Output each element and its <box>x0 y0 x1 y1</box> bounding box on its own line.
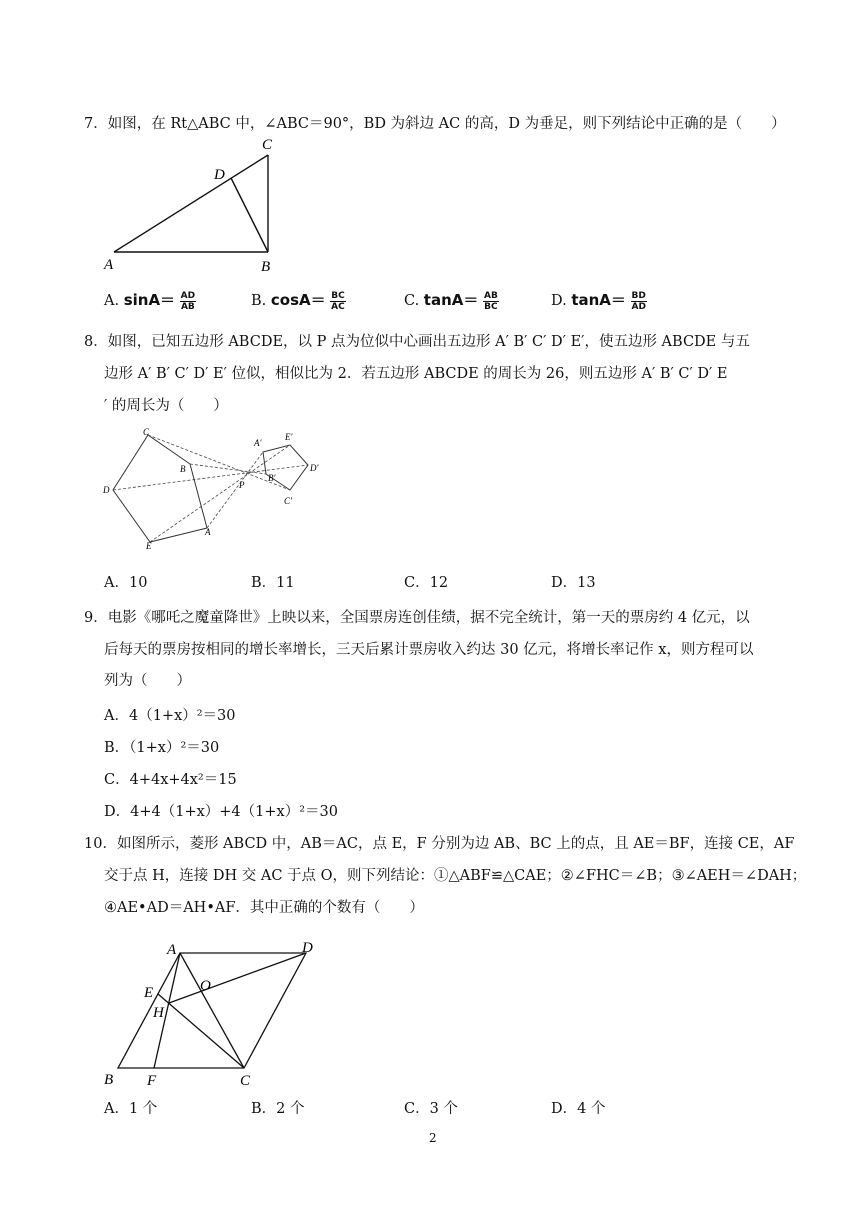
q9-stem-line3: 列为（ ） <box>104 673 191 689</box>
q7-label-b: B <box>261 259 271 275</box>
q7-option-c-num: AB <box>484 290 498 301</box>
q10-label-a: A <box>167 942 177 958</box>
q8-label-d: D <box>103 485 110 495</box>
q10-option-a[interactable]: A．1 个 <box>104 1101 158 1117</box>
q7-option-d-den: AD <box>631 301 646 312</box>
q7-label-c: C <box>262 137 273 153</box>
q7-option-d-frac <box>631 291 647 312</box>
q10-option-c[interactable]: C．3 个 <box>404 1101 458 1117</box>
q8-option-d[interactable]: D．13 <box>551 575 596 591</box>
q10-label-d: D <box>302 940 313 956</box>
q7-option-b-fn: cosA＝ <box>270 291 326 309</box>
q10-stem-line1: 10．如图所示，菱形 ABCD 中，AB＝AC，点 E，F 分别为边 AB、BC 上的点，且 AE＝BF，连接 CE，AF <box>84 836 795 852</box>
q10-stem-line3: ④AE•AD＝AH•AF．其中正确的个数有（ ） <box>104 900 424 916</box>
q8-stem-line2: 边形 A′ B′ C′ D′ E′ 位似，相似比为 2．若五边形 ABCDE 的周长为 26，则五边形 A′ B′ C′ D′ E <box>104 366 728 382</box>
q7-label-a: A <box>104 257 114 273</box>
q7-option-d[interactable] <box>551 289 647 312</box>
q7-option-b-letter: B. <box>251 293 267 309</box>
q9-option-d[interactable]: D．4+4（1+x）+4（1+x）²＝30 <box>104 804 338 820</box>
q8-pentagon-prime <box>263 445 308 490</box>
q10-label-b: B <box>104 1072 114 1088</box>
q7-option-c-fn: tanA＝ <box>423 291 479 309</box>
q9-stem-line1: 9．电影《哪吒之魔童降世》上映以来，全国票房连创佳绩，据不完全统计，第一天的票房约 4 亿元，以 <box>84 610 750 626</box>
q10-option-d[interactable]: D．4 个 <box>551 1101 606 1117</box>
q7-option-a-fn: sinA＝ <box>123 291 176 309</box>
q8-label-a: A <box>205 527 211 537</box>
q7-option-a-letter: A. <box>104 293 120 309</box>
q9-option-b[interactable]: B．（1+x）²＝30 <box>104 740 220 756</box>
q7-option-d-letter: D. <box>551 293 567 309</box>
q10-segment-dh <box>169 953 306 1003</box>
q10-rhombus-figure <box>96 936 336 1092</box>
q8-stem-line3: ′ 的周长为（ ） <box>104 398 228 414</box>
q7-option-c-letter: C. <box>404 293 420 309</box>
q7-option-b-den: AC <box>331 301 345 312</box>
q7-triangle-figure <box>96 136 286 276</box>
q10-label-e: E <box>144 985 154 1001</box>
q7-option-d-num: BD <box>631 290 646 301</box>
q10-segment-ce <box>158 994 244 1068</box>
q7-option-b-frac <box>330 291 345 312</box>
q10-diagonal-ac <box>180 953 244 1068</box>
q10-label-o: O <box>200 978 211 994</box>
q7-option-b[interactable] <box>251 289 346 312</box>
q7-option-c-den: BC <box>484 301 498 312</box>
q9-option-a[interactable]: A．4（1+x）²＝30 <box>104 708 236 724</box>
q8-label-d-prime: D′ <box>310 463 319 473</box>
q10-label-f: F <box>147 1073 157 1089</box>
q7-option-c-frac <box>483 291 499 312</box>
q8-label-b: B <box>180 464 186 474</box>
q8-stem-line1: 8．如图，已知五边形 ABCDE，以 P 点为位似中心画出五边形 A′ B′ C′ D′ E′，使五边形 ABCDE 与五 <box>84 334 750 350</box>
q7-stem: 7．如图，在 Rt△ABC 中，∠ABC＝90°，BD 为斜边 AC 的高，D 为垂足，则下列结论中正确的是（ ） <box>84 116 786 132</box>
q7-label-d: D <box>214 167 225 183</box>
q8-dashed-rays <box>113 435 308 542</box>
q8-label-e-prime: E′ <box>285 432 293 442</box>
q8-pentagon-abcde <box>113 435 207 542</box>
q8-label-b-prime: B′ <box>268 473 276 483</box>
q7-option-a-frac <box>180 291 196 312</box>
q7-option-b-num: BC <box>331 290 345 301</box>
q10-stem-line2: 交于点 H，连接 DH 交 AC 于点 O，则下列结论：①△ABF≌△CAE；②∠FHC＝∠B；③∠AEH＝∠DAH； <box>104 868 807 884</box>
q7-option-c[interactable] <box>404 289 499 312</box>
page-number: 2 <box>429 1131 437 1145</box>
q8-option-c[interactable]: C．12 <box>404 575 449 591</box>
q7-option-a-num: AD <box>180 290 196 301</box>
q8-label-p: P <box>239 480 245 490</box>
q8-label-c: C <box>143 427 150 437</box>
q7-altitude-bd <box>231 178 268 252</box>
q9-option-c[interactable]: C．4+4x+4x²＝15 <box>104 772 237 788</box>
q10-label-c: C <box>240 1073 251 1089</box>
q7-option-a[interactable] <box>104 289 196 312</box>
q8-label-e: E <box>146 541 152 551</box>
q10-option-b[interactable]: B．2 个 <box>251 1101 305 1117</box>
q7-option-a-den: AB <box>180 301 195 312</box>
q8-label-a-prime: A′ <box>254 438 262 448</box>
q8-option-a[interactable]: A．10 <box>104 575 148 591</box>
q9-stem-line2: 后每天的票房按相同的增长率增长，三天后累计票房收入约达 30 亿元，将增长率记作 x，则方程可以 <box>104 642 754 658</box>
q7-option-d-fn: tanA＝ <box>571 291 626 309</box>
q8-pentagon-figure <box>96 424 336 554</box>
q10-label-h: H <box>153 1005 164 1021</box>
q7-side-ac <box>114 155 268 252</box>
q8-label-c-prime: C′ <box>284 496 292 506</box>
q8-option-b[interactable]: B．11 <box>251 575 295 591</box>
